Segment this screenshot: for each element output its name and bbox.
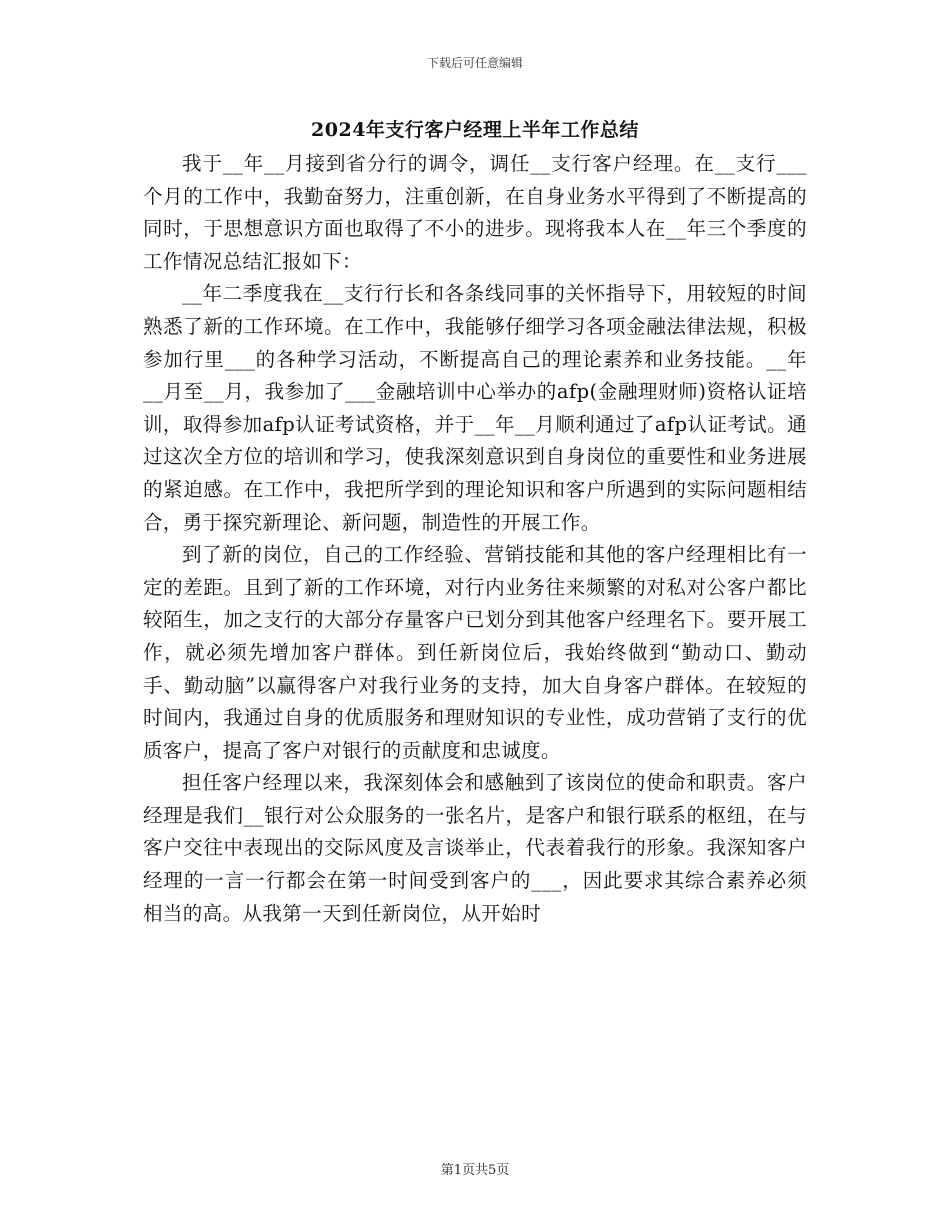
- paragraph-2: __年二季度我在__支行行长和各条线同事的关怀指导下，用较短的时间熟悉了新的工作环境。在工作中，我能够仔细学习各项金融法律法规，积极参加行里___的各种学习活动，不断提高自己的理论素养和业务技能。__年__月至__月，我参加了___金融培训中心举办的afp(金融理财师)资格认证培训，取得参加afp认证考试资格，并于__年__月顺利通过了afp认证考试。通过这次全方位的培训和学习，使我深刻意识到自身岗位的重要性和业务进展的紧迫感。在工作中，我把所学到的理论知识和客户所遇到的实际问题相结合，勇于探究新理论、新问题，制造性的开展工作。: [143, 282, 807, 534]
- document-body: [143, 148, 807, 930]
- paragraph-4: 担任客户经理以来，我深刻体会和感触到了该岗位的使命和职责。客户经理是我们__银行对公众服务的一张名片，是客户和银行联系的枢纽，在与客户交往中表现出的交际风度及言谈举止，代表着我行的形象。我深知客户经理的一言一行都会在第一时间受到客户的___，因此要求其综合素养必须相当的高。从我第一天到任新岗位，从开始时: [143, 771, 807, 925]
- document-title: 2024年支行客户经理上半年工作总结: [311, 119, 639, 141]
- paragraph-3: 到了新的岗位，自己的工作经验、营销技能和其他的客户经理相比有一定的差距。且到了新的工作环境，对行内业务往来频繁的对私对公客户都比较陌生，加之支行的大部分存量客户已划分到其他客户经理名下。要开展工作，就必须先增加客户群体。到任新岗位后，我始终做到“勤动口、勤动手、勤动脑”以赢得客户对我行业务的支持，加大自身客户群体。在较短的时间内，我通过自身的优质服务和理财知识的专业性，成功营销了支行的优质客户，提高了客户对银行的贡献度和忠诚度。: [143, 543, 807, 762]
- page-number: 第1页共5页: [440, 1163, 510, 1178]
- page-header-note: 下载后可任意编辑: [426, 56, 523, 70]
- paragraph-1: 我于__年__月接到省分行的调令，调任__支行客户经理。在__支行___个月的工作中，我勤奋努力，注重创新，在自身业务水平得到了不断提高的同时，于思想意识方面也取得了不小的进步。现将我本人在__年三个季度的工作情况总结汇报如下：: [143, 152, 807, 273]
